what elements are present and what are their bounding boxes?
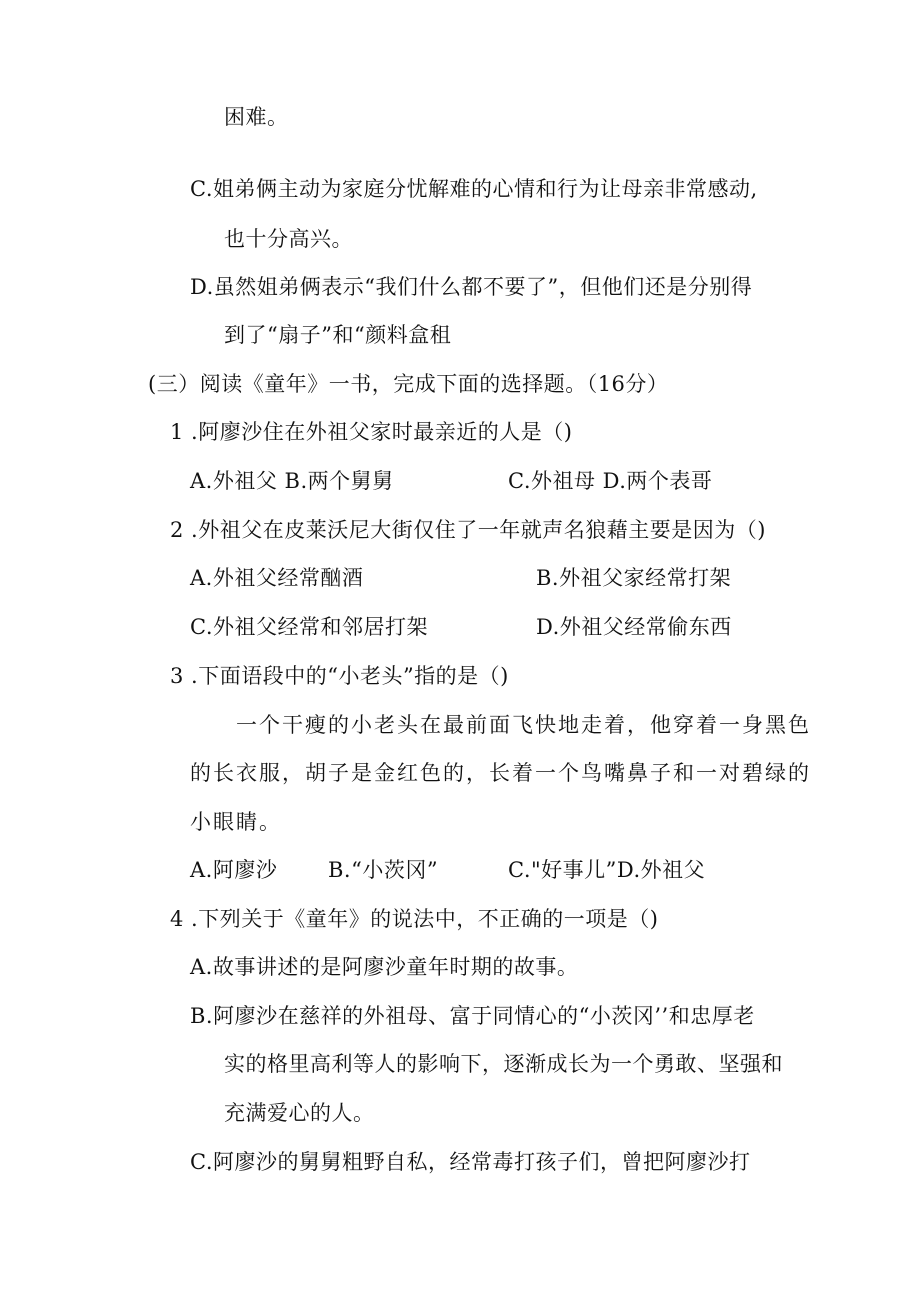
section-heading: (三）阅读《童年》一书，完成下面的选择题。（16分）: [148, 372, 669, 396]
option-line: A.外祖父经常酗酒: [190, 566, 364, 590]
option-line: C.外祖父经常和邻居打架: [190, 615, 428, 639]
option-line: C."好事儿”D.外祖父: [508, 858, 706, 882]
text-line: 困难。: [224, 105, 289, 129]
quoted-passage-line: 小眼睛。: [190, 810, 282, 834]
text-line: 也十分高兴。: [224, 227, 353, 251]
option-line: C.外祖母 D.两个表哥: [508, 469, 713, 493]
option-line: A.阿廖沙: [190, 858, 278, 882]
option-line: D.外祖父经常偷东西: [536, 615, 732, 639]
option-line: A.外祖父 B.两个舅舅: [190, 469, 394, 493]
text-line: D.虽然姐弟俩表示“我们什么都不要了”，但他们还是分别得: [190, 275, 753, 299]
question: 2 .外祖父在皮莱沃尼大街仅住了一年就声名狼藉主要是因为（): [170, 518, 766, 542]
question: 1 .阿廖沙住在外祖父家时最亲近的人是（): [170, 420, 573, 444]
option-line: 实的格里高利等人的影响下，逐渐成长为一个勇敢、坚强和: [224, 1052, 783, 1076]
quoted-passage-line: 一个干瘦的小老头在最前面飞快地走着，他穿着一身黑色: [236, 713, 811, 737]
option-line: C.阿廖沙的舅舅粗野自私，经常毒打孩子们，曾把阿廖沙打: [190, 1150, 751, 1174]
option-line: 充满爱心的人。: [224, 1101, 375, 1125]
option-line: B.阿廖沙在慈祥的外祖母、富于同情心的“小茨冈’’和忠厚老: [190, 1004, 755, 1028]
quoted-passage-line: 的长衣服，胡子是金红色的，长着一个鸟嘴鼻子和一对碧绿的: [190, 761, 811, 785]
question: 4 .下列关于《童年》的说法中，不正确的一项是（): [170, 907, 659, 931]
option-line: A.故事讲述的是阿廖沙童年时期的故事。: [190, 955, 579, 979]
text-line: 到了“扇子”和“颜料盒租: [224, 323, 452, 347]
text-line: C.姐弟俩主动为家庭分忧解难的心情和行为让母亲非常感动,: [190, 177, 758, 201]
option-line: B.“小茨冈”: [328, 858, 439, 882]
option-line: B.外祖父家经常打架: [536, 566, 732, 590]
question: 3 .下面语段中的“小老头”指的是（): [170, 664, 509, 688]
